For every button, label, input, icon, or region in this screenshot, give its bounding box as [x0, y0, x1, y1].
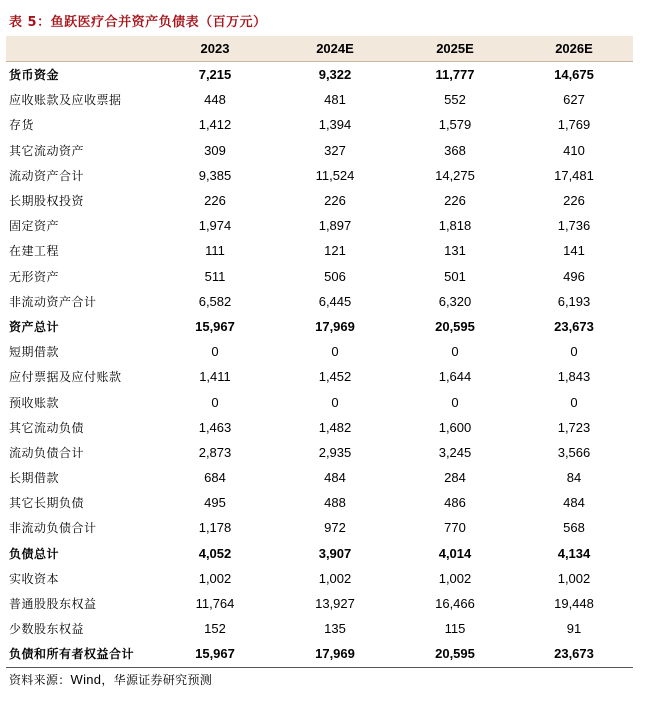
table-row — [6, 364, 633, 389]
value-cell: 1,723 — [557, 419, 591, 435]
value-cell: 141 — [563, 243, 585, 259]
value-cell: 501 — [444, 268, 466, 284]
header-year-2023: 2023 — [155, 36, 275, 62]
value-cell: 17,481 — [554, 167, 594, 183]
table-row — [6, 264, 633, 289]
row-label: 短期借款 — [9, 345, 60, 360]
row-label: 其它流动资产 — [9, 143, 85, 158]
header-year-2026e: 2026E — [515, 36, 633, 62]
value-cell: 1,412 — [198, 117, 232, 133]
value-cell: 23,673 — [515, 641, 633, 667]
value-cell: 481 — [324, 92, 346, 108]
table-row — [6, 138, 633, 163]
table-row — [6, 389, 633, 414]
row-label: 长期借款 — [9, 471, 60, 486]
header-blank-cell — [6, 36, 155, 62]
value-cell: 131 — [444, 243, 466, 259]
value-cell: 448 — [204, 92, 226, 108]
row-label: 少数股东权益 — [9, 622, 85, 637]
value-cell: 152 — [204, 621, 226, 637]
value-cell: 1,600 — [438, 419, 472, 435]
table-row — [6, 490, 633, 515]
value-cell: 3,566 — [557, 444, 591, 460]
value-cell: 1,002 — [198, 570, 232, 586]
row-label: 负债总计 — [9, 546, 60, 561]
value-cell: 19,448 — [554, 596, 594, 612]
value-cell: 226 — [444, 193, 466, 209]
value-cell: 121 — [324, 243, 346, 259]
table-row — [6, 213, 633, 238]
value-cell: 6,320 — [438, 293, 472, 309]
table-row — [6, 87, 633, 112]
row-label: 在建工程 — [9, 244, 60, 259]
value-cell: 1,579 — [438, 117, 472, 133]
value-cell: 9,322 — [318, 67, 352, 83]
value-cell: 226 — [204, 193, 226, 209]
row-label: 应收账款及应收票据 — [9, 93, 122, 108]
value-cell: 486 — [444, 495, 466, 511]
value-cell: 368 — [444, 142, 466, 158]
source-provider: Wind — [70, 672, 102, 687]
value-cell: 0 — [451, 394, 459, 410]
table-row — [6, 641, 633, 667]
value-cell: 1,002 — [438, 570, 472, 586]
value-cell: 1,178 — [198, 520, 232, 536]
value-cell: 0 — [211, 394, 219, 410]
header-row — [6, 36, 633, 62]
value-cell: 484 — [324, 470, 346, 486]
value-cell: 7,215 — [198, 67, 232, 83]
value-cell: 115 — [444, 621, 466, 637]
value-cell: 1,482 — [318, 419, 352, 435]
value-cell: 0 — [570, 394, 578, 410]
value-cell: 1,818 — [438, 218, 472, 234]
value-cell: 495 — [204, 495, 226, 511]
row-label: 存货 — [9, 118, 35, 133]
value-cell: 3,245 — [438, 444, 472, 460]
value-cell: 11,777 — [435, 67, 475, 83]
table-row — [6, 339, 633, 364]
value-cell: 6,445 — [318, 293, 352, 309]
table-row — [6, 541, 633, 566]
value-cell: 552 — [444, 92, 466, 108]
value-cell: 20,595 — [435, 318, 475, 334]
table-row — [6, 415, 633, 440]
value-cell: 14,675 — [554, 67, 594, 83]
value-cell: 1,002 — [318, 570, 352, 586]
value-cell: 17,969 — [315, 318, 355, 334]
value-cell: 410 — [563, 142, 585, 158]
table-row — [6, 591, 633, 616]
row-label: 流动资产合计 — [9, 168, 85, 183]
value-cell: 135 — [324, 621, 346, 637]
value-cell: 15,967 — [155, 641, 275, 667]
value-cell: 4,052 — [198, 545, 232, 561]
table-row — [6, 566, 633, 591]
row-label: 固定资产 — [9, 219, 60, 234]
value-cell: 6,193 — [557, 293, 591, 309]
header-year-2025e: 2025E — [395, 36, 515, 62]
value-cell: 16,466 — [435, 596, 475, 612]
table-row — [6, 163, 633, 188]
value-cell: 84 — [566, 470, 582, 486]
table-title: 表 5：鱼跃医疗合并资产负债表（百万元） — [9, 15, 267, 30]
value-cell: 568 — [563, 520, 585, 536]
row-label: 其它长期负债 — [9, 496, 85, 511]
value-cell: 23,673 — [554, 318, 594, 334]
row-label: 普通股股东权益 — [9, 597, 97, 612]
value-cell: 91 — [566, 621, 582, 637]
value-cell: 6,582 — [198, 293, 232, 309]
value-cell: 770 — [444, 520, 466, 536]
value-cell: 684 — [204, 470, 226, 486]
table-row — [6, 440, 633, 465]
value-cell: 1,974 — [198, 218, 232, 234]
table-row — [6, 112, 633, 137]
value-cell: 15,967 — [195, 318, 235, 334]
value-cell: 17,969 — [275, 641, 395, 667]
value-cell: 2,873 — [198, 444, 232, 460]
table-row — [6, 314, 633, 339]
value-cell: 14,275 — [435, 167, 475, 183]
row-label: 流动负债合计 — [9, 445, 85, 460]
value-cell: 4,134 — [557, 545, 591, 561]
row-label: 其它流动负债 — [9, 420, 85, 435]
balance-sheet-table-container — [6, 36, 633, 668]
value-cell: 13,927 — [315, 596, 355, 612]
source-note — [9, 671, 212, 688]
value-cell: 226 — [324, 193, 346, 209]
table-row — [6, 62, 633, 88]
value-cell: 111 — [205, 243, 225, 259]
row-label: 非流动资产合计 — [9, 294, 97, 309]
value-cell: 0 — [211, 344, 219, 360]
value-cell: 1,644 — [438, 369, 472, 385]
row-label: 负债和所有者权益合计 — [6, 641, 155, 667]
value-cell: 1,769 — [557, 117, 591, 133]
value-cell: 0 — [570, 344, 578, 360]
value-cell: 496 — [563, 268, 585, 284]
source-prefix: 资料来源： — [9, 673, 71, 687]
row-label: 实收资本 — [9, 571, 60, 586]
value-cell: 484 — [563, 495, 585, 511]
value-cell: 1,843 — [557, 369, 591, 385]
value-cell: 1,452 — [318, 369, 352, 385]
value-cell: 1,463 — [198, 419, 232, 435]
value-cell: 11,524 — [315, 167, 355, 183]
value-cell: 1,394 — [318, 117, 352, 133]
table-body — [6, 62, 633, 668]
row-label: 非流动负债合计 — [9, 521, 97, 536]
value-cell: 3,907 — [318, 545, 352, 561]
table-row — [6, 616, 633, 641]
value-cell: 627 — [563, 92, 585, 108]
table-row — [6, 289, 633, 314]
value-cell: 20,595 — [395, 641, 515, 667]
value-cell: 0 — [331, 344, 339, 360]
value-cell: 488 — [324, 495, 346, 511]
value-cell: 2,935 — [318, 444, 352, 460]
value-cell: 506 — [324, 268, 346, 284]
value-cell: 1,897 — [318, 218, 352, 234]
value-cell: 1,736 — [557, 218, 591, 234]
row-label: 货币资金 — [9, 68, 60, 83]
table-row — [6, 188, 633, 213]
table-row — [6, 238, 633, 263]
header-year-2024e: 2024E — [275, 36, 395, 62]
value-cell: 11,764 — [195, 596, 235, 612]
value-cell: 511 — [204, 268, 226, 284]
value-cell: 226 — [563, 193, 585, 209]
table-row — [6, 465, 633, 490]
row-label: 资产总计 — [9, 319, 60, 334]
row-label: 长期股权投资 — [9, 194, 85, 209]
value-cell: 284 — [444, 470, 466, 486]
value-cell: 4,014 — [438, 545, 472, 561]
value-cell: 309 — [204, 142, 226, 158]
row-label: 应付票据及应付账款 — [9, 370, 122, 385]
balance-sheet-table — [6, 36, 633, 668]
value-cell: 1,002 — [557, 570, 591, 586]
value-cell: 0 — [331, 394, 339, 410]
table-row — [6, 515, 633, 540]
value-cell: 0 — [451, 344, 459, 360]
row-label: 无形资产 — [9, 269, 60, 284]
source-suffix: ，华源证券研究预测 — [101, 673, 213, 687]
value-cell: 9,385 — [198, 167, 232, 183]
value-cell: 972 — [324, 520, 346, 536]
value-cell: 327 — [324, 142, 346, 158]
row-label: 预收账款 — [9, 395, 60, 410]
value-cell: 1,411 — [199, 369, 231, 385]
